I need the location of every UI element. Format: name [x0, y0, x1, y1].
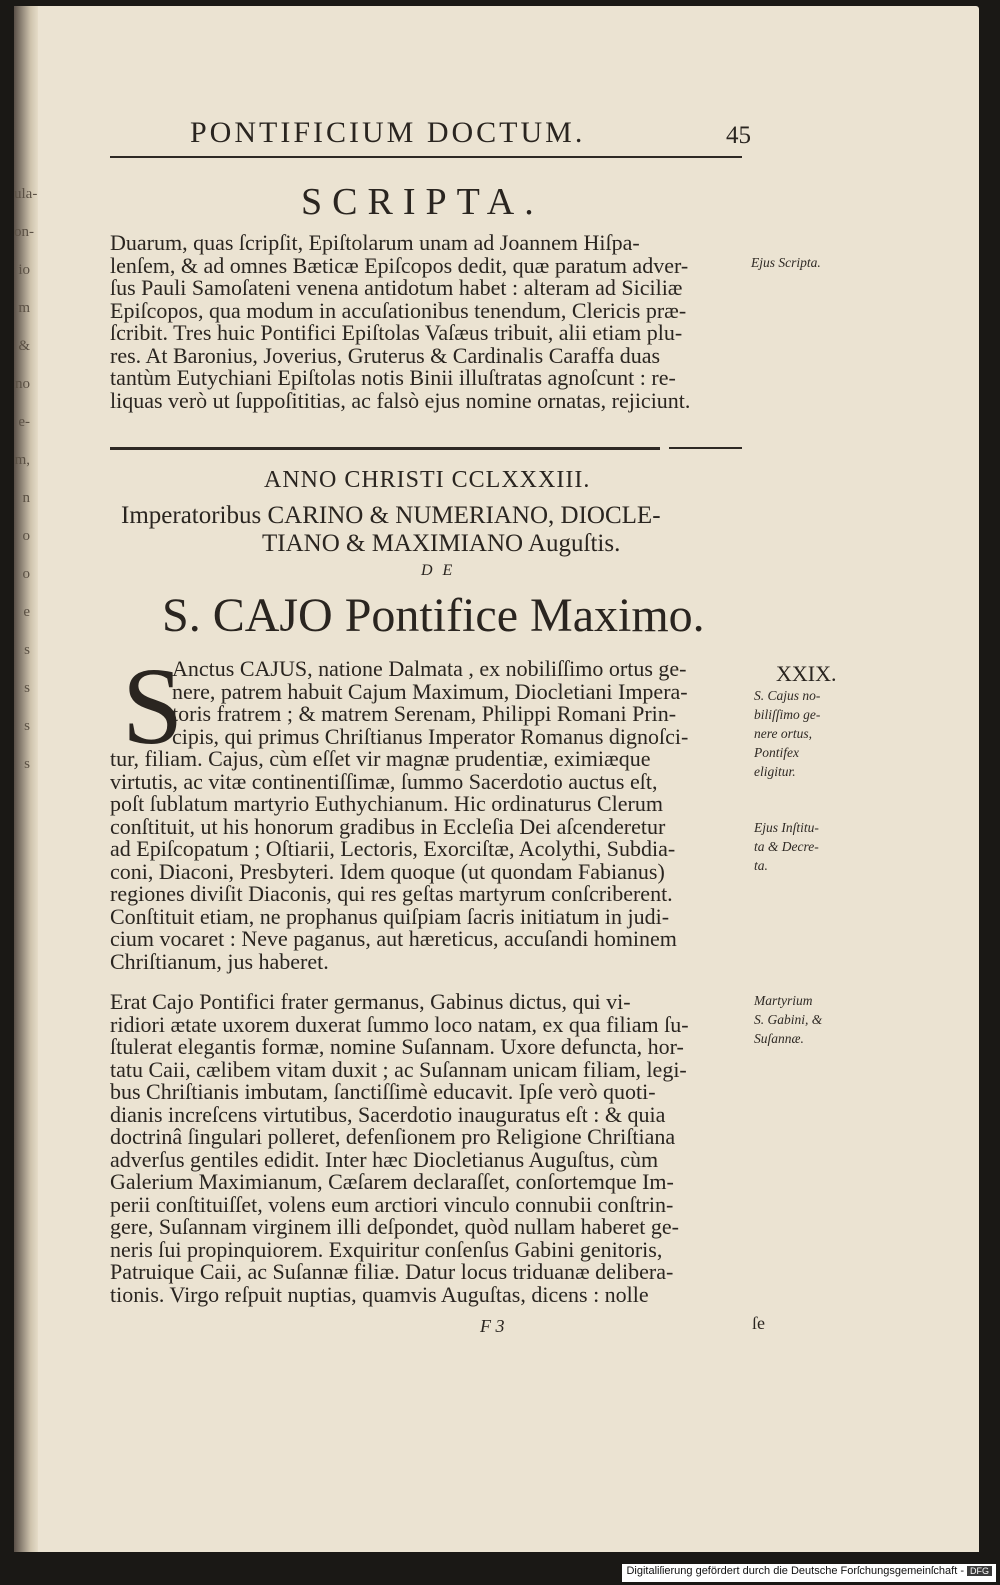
credit-text: Digitaliſierung gefördert durch die Deutsche Forſchungsgemeinſchaft - — [626, 1565, 964, 1577]
text-line: lenſem, & ad omnes Bæticæ Epiſcopos dedit, quæ paratum adver- — [110, 252, 689, 278]
left-page-fragment: n — [22, 490, 30, 506]
left-page-fragment: s — [24, 756, 30, 772]
left-page-fragment: o — [22, 528, 30, 544]
text-line: ta & Decre- — [754, 839, 819, 854]
margin-note-instituta — [754, 818, 819, 875]
left-page-fragment: ula- — [14, 186, 38, 202]
text-line: regiones diviſit Diaconis, qui res geſtas martyrum conſcriberent. — [110, 881, 673, 906]
left-page-fragment: e — [23, 604, 30, 620]
text-line: cium vocaret : Neve paganus, aut hæreticus, accuſandi hominem — [110, 926, 677, 951]
text-line: Epiſcopos, qua modum in accuſationibus tenendum, Clericis præ- — [110, 297, 687, 323]
text-line: ad Epiſcopatum ; Oſtiarii, Lectoris, Exorciſtæ, Acolythi, Subdia- — [110, 836, 676, 861]
left-page-fragment: io — [18, 262, 30, 278]
text-line: Pontifex — [754, 745, 799, 760]
text-line: Anctus CAJUS, natione Dalmata , ex nobiliſſimo ortus ge- — [172, 656, 687, 681]
signature-mark: F 3 — [480, 1316, 505, 1336]
running-title: PONTIFICIUM DOCTUM. — [190, 116, 586, 149]
chapter-title: S. CAJO Pontifice Maximo. — [162, 589, 705, 642]
left-page-fragment: s — [24, 718, 30, 734]
left-page-fragment: e- — [18, 414, 30, 430]
drop-cap: S — [122, 645, 184, 767]
text-line: ſcribit. Tres huic Pontifici Epiſtolas Vaſæus tribuit, alii etiam plu- — [110, 320, 683, 345]
text-line: Ejus Inſtitu- — [754, 820, 819, 835]
text-line: biliſſimo ge- — [754, 707, 821, 722]
text-line: coni, Diaconi, Presbyteri. Idem quoque (ut quondam Fabianus) — [110, 858, 665, 884]
text-line: Patruique Caii, ac Suſannæ filiæ. Datur locus triduanæ delibera- — [110, 1259, 674, 1284]
text-line: ridiori ætate uxorem duxerat ſummo loco natam, ex qua filiam ſu- — [110, 1011, 689, 1037]
text-line: gere, Suſannam virginem illi deſpondet, quòd nullam haberet ge- — [110, 1214, 680, 1239]
text-line: Duarum, quas ſcripſit, Epiſtolarum unam ad Joannem Hiſpa- — [110, 230, 640, 255]
text-line: tatu Caii, cælibem vitam duxit ; ac Suſannam unicam filiam, legi- — [110, 1056, 687, 1082]
text-line: tantùm Eutychiani Epiſtolas notis Binii illuſtratas agnoſcunt : re- — [110, 365, 676, 390]
catchword: ſe — [752, 1313, 765, 1333]
text-line: toris fratrem ; & matrem Serenam, Philippi Romani Prin- — [172, 701, 677, 726]
text-line: ta. — [754, 858, 768, 873]
text-line: nere ortus, — [754, 726, 812, 741]
section-rule-left — [110, 447, 660, 450]
margin-note-scripta: Ejus Scripta. — [751, 255, 821, 270]
text-line: Erat Cajo Pontifici frater germanus, Gabinus dictus, qui vi- — [110, 989, 631, 1014]
text-line: Galerium Maximianum, Cæſarem declaraſſet, conſortemque Im- — [110, 1169, 674, 1194]
text-line: virtutis, ac vitæ continentiſſimæ, ſummo Sacerdotio auctus eſt, — [110, 768, 658, 794]
emperors-line-1: Imperatoribus CARINO & NUMERIANO, DIOCLE- — [121, 502, 661, 529]
left-page-fragment: s — [24, 680, 30, 696]
left-page-fragment: on- — [14, 224, 34, 240]
paragraph1-text — [110, 748, 744, 973]
text-line: Martyrium — [754, 993, 813, 1008]
section-number: XXIX. — [776, 661, 837, 686]
left-page-fragment: o — [22, 566, 30, 582]
text-line: adverſus gentiles edidit. Inter hæc Diocletianus Auguſtus, cùm — [110, 1146, 659, 1172]
text-line: neris ſui propinquiorem. Exquiritur conſenſus Gabini genitoris, — [110, 1236, 663, 1262]
dfg-logo: DFG — [967, 1566, 992, 1576]
text-line: tur, filiam. Cajus, cùm eſſet vir magnæ prudentiæ, eximiæque — [110, 746, 651, 771]
margin-note-martyrium — [754, 991, 822, 1048]
text-line: res. At Baronius, Joverius, Gruterus & Cardinalis Caraffa duas — [110, 342, 661, 368]
paragraph1-indented — [172, 658, 744, 748]
text-line: doctrinâ ſingulari polleret, defenſionem pro Religione Chriſtiana — [110, 1124, 676, 1149]
text-line: poſt ſublatum martyrio Euthychianum. Hic ordinaturus Clerum — [110, 791, 663, 816]
text-line: ſtulerat elegantis formæ, nomine Suſannam. Uxore defuncta, hor- — [110, 1034, 684, 1059]
emperors-line-2: TIANO & MAXIMIANO Auguſtis. — [262, 530, 621, 557]
section-rule-right — [669, 447, 742, 449]
text-line: tionis. Virgo reſpuit nuptias, quamvis Auguſtas, dicens : nolle — [110, 1281, 649, 1307]
scripta-heading: SCRIPTA. — [301, 181, 544, 223]
text-line: Conſtituit etiam, ne prophanus quiſpiam ſacris initiatum in judi- — [110, 903, 670, 929]
left-page-fragment: m, — [14, 452, 30, 468]
text-line: bus Chriſtianis imbutam, ſanctiſſimè educavit. Ipſe verò quoti- — [110, 1079, 656, 1104]
page-number: 45 — [726, 122, 751, 149]
text-line: dianis increſcens virtutibus, Sacerdotio inauguratus eſt : & quia — [110, 1101, 666, 1127]
text-line: eligitur. — [754, 764, 796, 779]
margin-note-cajus — [754, 686, 820, 781]
book-page — [14, 6, 979, 1552]
text-line: cipis, qui primus Chriſtianus Imperator Romanus dignoſci- — [172, 723, 689, 749]
digitization-credit — [622, 1564, 996, 1582]
header-rule — [110, 156, 742, 158]
de-label: DE — [421, 562, 463, 579]
left-page-fragment: & — [18, 338, 30, 354]
text-line: Chriſtianum, jus haberet. — [110, 948, 329, 974]
text-line: Suſannæ. — [754, 1031, 804, 1046]
left-page-fragment: s — [24, 642, 30, 658]
left-page-fragment: m — [18, 300, 30, 316]
left-page-edge — [14, 6, 38, 1552]
year-heading: ANNO CHRISTI CCLXXXIII. — [264, 467, 591, 493]
text-line: nere, patrem habuit Cajum Maximum, Diocletiani Impera- — [172, 678, 688, 704]
paragraph2-text — [110, 991, 744, 1306]
text-line: S. Cajus no- — [754, 688, 821, 703]
text-line: perii conſtituiſſet, volens eum arctiori vinculo connubii conſtrin- — [110, 1191, 674, 1217]
text-line: conſtituit, ut his honorum gradibus in Eccleſia Dei aſcenderetur — [110, 813, 666, 839]
left-page-fragment: no — [15, 376, 30, 392]
text-line: liquas verò ut ſuppoſititias, ac falsò ejus nomine ornatas, rejiciunt. — [110, 387, 691, 413]
text-line: S. Gabini, & — [754, 1012, 823, 1027]
scripta-text — [110, 232, 742, 412]
text-line: ſus Pauli Samoſateni venena antidotum habet : alteram ad Siciliæ — [110, 275, 683, 300]
